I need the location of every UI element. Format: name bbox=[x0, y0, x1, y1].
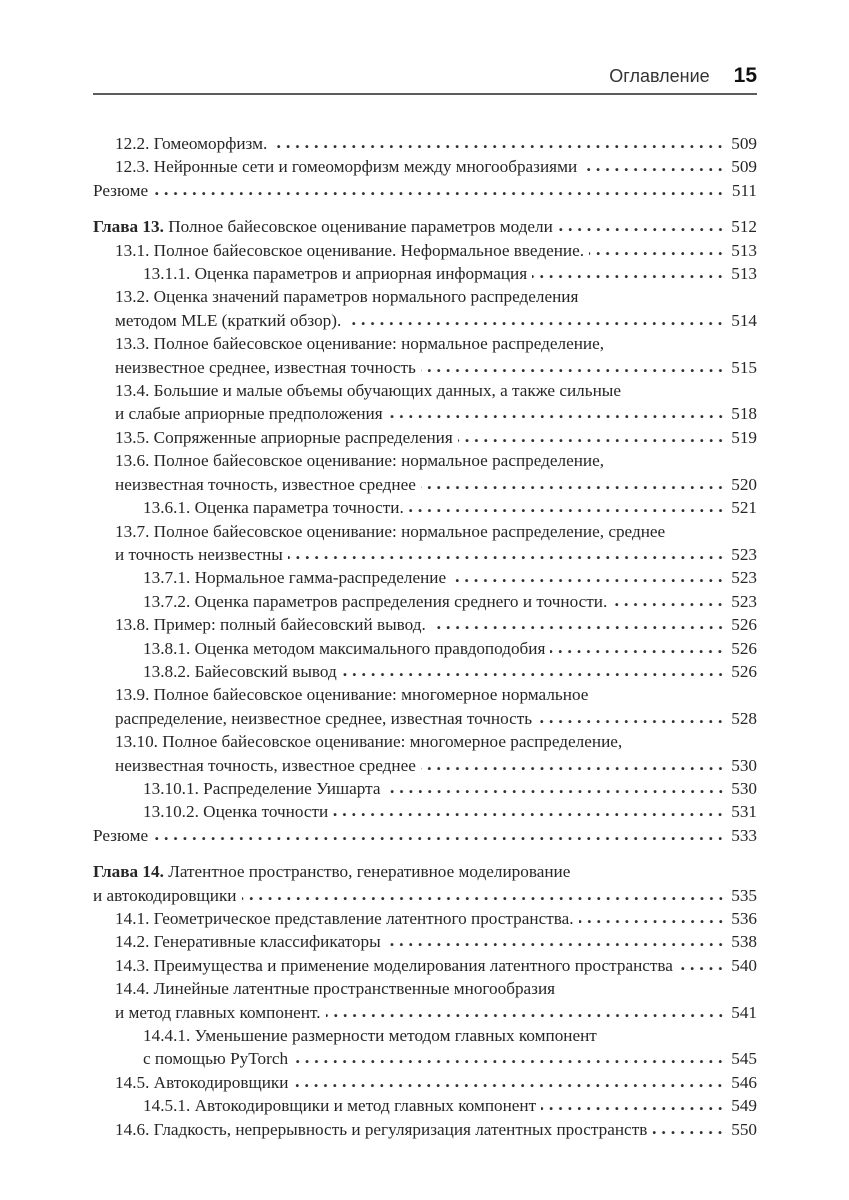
toc-entry bbox=[93, 332, 757, 379]
chapter-label: Глава 13. bbox=[93, 217, 169, 237]
toc-entry bbox=[93, 239, 757, 262]
entry-text: 13.5. Сопряженные априорные распределения bbox=[115, 427, 453, 447]
entry-text: Резюме bbox=[93, 180, 149, 200]
toc-entry bbox=[93, 496, 757, 519]
dot-leader bbox=[272, 140, 725, 149]
toc-line bbox=[143, 777, 757, 800]
toc-entry bbox=[93, 977, 757, 1024]
toc-entry bbox=[93, 179, 757, 202]
toc-line bbox=[115, 520, 757, 543]
toc-line bbox=[115, 683, 757, 706]
entry-text: 14.5. Автокодировщики bbox=[115, 1072, 289, 1092]
entry-page-number: 538 bbox=[731, 932, 757, 952]
toc-line bbox=[115, 613, 757, 636]
toc-entry bbox=[93, 379, 757, 426]
entry-text: 13.7.1. Нормальное гамма-распределение bbox=[143, 568, 447, 588]
toc-entry bbox=[93, 930, 757, 953]
dot-leader bbox=[421, 481, 725, 490]
toc-entry bbox=[93, 660, 757, 683]
dot-leader bbox=[431, 621, 725, 630]
dot-leader bbox=[388, 410, 725, 419]
toc-line bbox=[115, 309, 757, 332]
toc-entry bbox=[93, 954, 757, 977]
entry-text: неизвестная точность, известное среднее bbox=[115, 755, 416, 775]
entry-page-number: 549 bbox=[731, 1096, 757, 1116]
entry-text: 13.8.1. Оценка методом максимального правдоподобия bbox=[143, 638, 546, 658]
toc-line bbox=[143, 496, 757, 519]
toc-line bbox=[115, 239, 757, 262]
dot-leader bbox=[579, 915, 725, 924]
entry-text: 14.4.1. Уменьшение размерности методом главных компонент bbox=[143, 1026, 597, 1046]
entry-text: 13.4. Большие и малые объемы обучающих данных, а также сильные bbox=[115, 381, 621, 401]
entry-page-number: 536 bbox=[731, 909, 757, 928]
entry-text: распределение, неизвестное среднее, известная точность bbox=[115, 708, 533, 728]
entry-text: неизвестное среднее, известная точность bbox=[115, 357, 416, 377]
toc-line bbox=[143, 262, 757, 285]
entry-text: методом MLE (краткий обзор). bbox=[115, 310, 342, 330]
toc-line bbox=[93, 179, 757, 202]
dot-leader bbox=[421, 364, 725, 373]
dot-leader bbox=[421, 762, 725, 771]
entry-text: 13.10.2. Оценка точности bbox=[143, 802, 329, 822]
entry-text: и слабые априорные предположения bbox=[115, 404, 383, 424]
toc-line bbox=[115, 754, 757, 777]
entry-text: и точность неизвестны bbox=[115, 544, 283, 564]
dot-leader bbox=[678, 962, 725, 971]
toc-line bbox=[115, 543, 757, 566]
entry-page-number: 523 bbox=[731, 544, 757, 564]
toc-entry bbox=[93, 730, 757, 777]
toc-entry bbox=[93, 777, 757, 800]
dot-leader bbox=[386, 938, 725, 947]
entry-text: неизвестная точность, известное среднее bbox=[115, 474, 416, 494]
entry-text: и автокодировщики bbox=[93, 885, 237, 905]
entry-page-number: 526 bbox=[731, 638, 757, 658]
entry-page-number: 526 bbox=[731, 615, 757, 635]
entry-text: 13.1. Полное байесовское оценивание. Неформальное введение. bbox=[115, 240, 585, 260]
entry-page-number: 540 bbox=[731, 955, 757, 975]
toc-block bbox=[93, 860, 757, 1141]
entry-page-number: 521 bbox=[731, 498, 757, 518]
entry-page-number: 550 bbox=[731, 1119, 757, 1139]
entry-text: 13.8. Пример: полный байесовский вывод. bbox=[115, 615, 426, 635]
toc-line bbox=[115, 977, 757, 1000]
entry-page-number: 545 bbox=[731, 1049, 757, 1069]
toc-line bbox=[143, 660, 757, 683]
toc-line bbox=[115, 954, 757, 977]
dot-leader bbox=[550, 645, 725, 654]
dot-leader bbox=[458, 434, 725, 443]
entry-text: 13.6.1. Оценка параметра точности. bbox=[143, 498, 404, 518]
dot-leader bbox=[326, 1009, 725, 1018]
entry-text: 13.9. Полное байесовское оценивание: многомерное нормальное bbox=[115, 685, 589, 705]
entry-page-number: 546 bbox=[731, 1072, 757, 1092]
entry-text: 13.7.2. Оценка параметров распределения среднего и точности. bbox=[143, 591, 608, 611]
entry-text: 13.10. Полное байесовское оценивание: многомерное распределение, bbox=[115, 732, 623, 752]
toc-line bbox=[143, 1024, 757, 1047]
entry-page-number: 523 bbox=[731, 568, 757, 588]
entry-page-number: 512 bbox=[731, 217, 757, 237]
toc-line bbox=[115, 285, 757, 308]
dot-leader bbox=[558, 223, 725, 232]
toc-line bbox=[143, 637, 757, 660]
dot-leader bbox=[532, 270, 725, 279]
dot-leader bbox=[288, 551, 725, 560]
entry-text: 12.3. Нейронные сети и гомеоморфизм между многообразиями bbox=[115, 157, 578, 177]
toc-line bbox=[115, 1118, 757, 1141]
entry-page-number: 515 bbox=[731, 357, 757, 377]
toc-line bbox=[93, 884, 757, 907]
entry-text: 13.3. Полное байесовское оценивание: нормальное распределение, bbox=[115, 334, 605, 354]
toc-entry bbox=[93, 520, 757, 567]
toc-entry bbox=[93, 907, 757, 930]
toc-line bbox=[143, 1094, 757, 1117]
toc-line bbox=[143, 1047, 757, 1070]
entry-text: Резюме bbox=[93, 825, 149, 845]
toc-line bbox=[115, 907, 757, 930]
toc-line bbox=[115, 930, 757, 953]
entry-text: 13.8.2. Байесовский вывод bbox=[143, 661, 337, 681]
toc-line bbox=[115, 473, 757, 496]
dot-leader bbox=[582, 163, 725, 172]
toc-line bbox=[115, 332, 757, 355]
dot-leader bbox=[153, 187, 725, 196]
toc-line bbox=[143, 566, 757, 589]
entry-text: 14.6. Гладкость, непрерывность и регуляризация латентных пространств bbox=[115, 1119, 648, 1139]
dot-leader bbox=[589, 247, 725, 256]
toc-line bbox=[115, 1001, 757, 1024]
entry-page-number: 520 bbox=[731, 474, 757, 494]
toc-line bbox=[93, 824, 757, 847]
entry-page-number: 509 bbox=[731, 157, 757, 177]
dot-leader bbox=[612, 598, 725, 607]
toc-entry bbox=[93, 613, 757, 636]
dot-leader bbox=[537, 715, 725, 724]
dot-leader bbox=[293, 1055, 725, 1064]
entry-page-number: 513 bbox=[731, 240, 757, 260]
entry-page-number: 528 bbox=[731, 708, 757, 728]
entry-text: 14.1. Геометрическое представление латентного пространства. bbox=[115, 909, 574, 928]
toc-entry bbox=[93, 1024, 757, 1071]
dot-leader bbox=[346, 317, 725, 326]
header-title: Оглавление bbox=[609, 66, 710, 86]
toc-block bbox=[93, 215, 757, 847]
toc-entry bbox=[93, 1118, 757, 1141]
entry-text: 14.3. Преимущества и применение моделирования латентного пространства bbox=[115, 955, 673, 975]
dot-leader bbox=[293, 1079, 725, 1088]
toc-entry bbox=[93, 590, 757, 613]
table-of-contents bbox=[93, 132, 757, 1141]
entry-text: 13.1.1. Оценка параметров и априорная информация bbox=[143, 264, 528, 284]
entry-page-number: 535 bbox=[731, 885, 757, 905]
entry-text: с помощью PyTorch bbox=[143, 1049, 289, 1069]
toc-entry bbox=[93, 566, 757, 589]
toc-block bbox=[93, 132, 757, 202]
entry-page-number: 530 bbox=[731, 778, 757, 798]
toc-line bbox=[115, 356, 757, 379]
toc-entry bbox=[93, 285, 757, 332]
entry-text: 14.4. Линейные латентные пространственные многообразия bbox=[115, 979, 556, 999]
entry-page-number: 523 bbox=[731, 591, 757, 611]
toc-entry bbox=[93, 262, 757, 285]
toc-entry bbox=[93, 132, 757, 155]
entry-page-number: 530 bbox=[731, 755, 757, 775]
toc-entry bbox=[93, 637, 757, 660]
toc-line bbox=[115, 155, 757, 178]
toc-line bbox=[115, 426, 757, 449]
entry-text: 13.2. Оценка значений параметров нормального распределения bbox=[115, 287, 579, 307]
toc-line bbox=[93, 215, 757, 238]
dot-leader bbox=[333, 808, 725, 817]
toc-entry bbox=[93, 1071, 757, 1094]
entry-page-number: 514 bbox=[731, 310, 757, 330]
entry-text: Глава 14. Латентное пространство, генеративное моделирование bbox=[93, 862, 571, 882]
entry-text: 12.2. Гомеоморфизм. bbox=[115, 134, 268, 153]
dot-leader bbox=[342, 668, 725, 677]
page-header bbox=[93, 64, 757, 95]
entry-page-number: 533 bbox=[731, 825, 757, 845]
entry-page-number: 541 bbox=[731, 1002, 757, 1022]
entry-text: Глава 13. Полное байесовское оценивание параметров модели bbox=[93, 217, 553, 237]
toc-line bbox=[115, 379, 757, 402]
toc-line bbox=[115, 449, 757, 472]
toc-entry bbox=[93, 824, 757, 847]
toc-entry bbox=[93, 426, 757, 449]
entry-text: 13.7. Полное байесовское оценивание: нормальное распределение, среднее bbox=[115, 521, 666, 541]
entry-text: 14.2. Генеративные классификаторы bbox=[115, 932, 381, 952]
entry-page-number: 519 bbox=[731, 427, 757, 447]
running-header bbox=[93, 64, 757, 88]
entry-page-number: 511 bbox=[731, 180, 757, 200]
entry-text: 14.5.1. Автокодировщики и метод главных компонент bbox=[143, 1096, 537, 1116]
toc-line bbox=[115, 707, 757, 730]
dot-leader bbox=[541, 1102, 725, 1111]
dot-leader bbox=[451, 574, 725, 583]
dot-leader bbox=[386, 785, 725, 794]
entry-page-number: 513 bbox=[731, 264, 757, 284]
toc-line bbox=[115, 1071, 757, 1094]
toc-line bbox=[143, 800, 757, 823]
header-rule bbox=[93, 93, 757, 95]
dot-leader bbox=[409, 504, 725, 513]
toc-line bbox=[93, 860, 757, 883]
entry-text: и метод главных компонент. bbox=[115, 1002, 321, 1022]
entry-page-number: 518 bbox=[731, 404, 757, 424]
dot-leader bbox=[153, 832, 725, 841]
entry-text: 13.6. Полное байесовское оценивание: нормальное распределение, bbox=[115, 451, 605, 471]
toc-entry bbox=[93, 800, 757, 823]
toc-entry bbox=[93, 860, 757, 907]
toc-line bbox=[143, 590, 757, 613]
toc-entry bbox=[93, 683, 757, 730]
entry-page-number: 526 bbox=[731, 661, 757, 681]
dot-leader bbox=[652, 1126, 725, 1135]
entry-page-number: 531 bbox=[731, 802, 757, 822]
header-page-number: 15 bbox=[733, 64, 757, 87]
chapter-label: Глава 14. bbox=[93, 862, 169, 882]
entry-text: 13.10.1. Распределение Уишарта bbox=[143, 778, 381, 798]
toc-entry bbox=[93, 449, 757, 496]
dot-leader bbox=[242, 892, 726, 901]
toc-entry bbox=[93, 215, 757, 238]
toc-entry bbox=[93, 155, 757, 178]
toc-line bbox=[115, 132, 757, 155]
toc-line bbox=[115, 402, 757, 425]
toc-line bbox=[115, 730, 757, 753]
toc-entry bbox=[93, 1094, 757, 1117]
entry-page-number: 509 bbox=[731, 134, 757, 153]
